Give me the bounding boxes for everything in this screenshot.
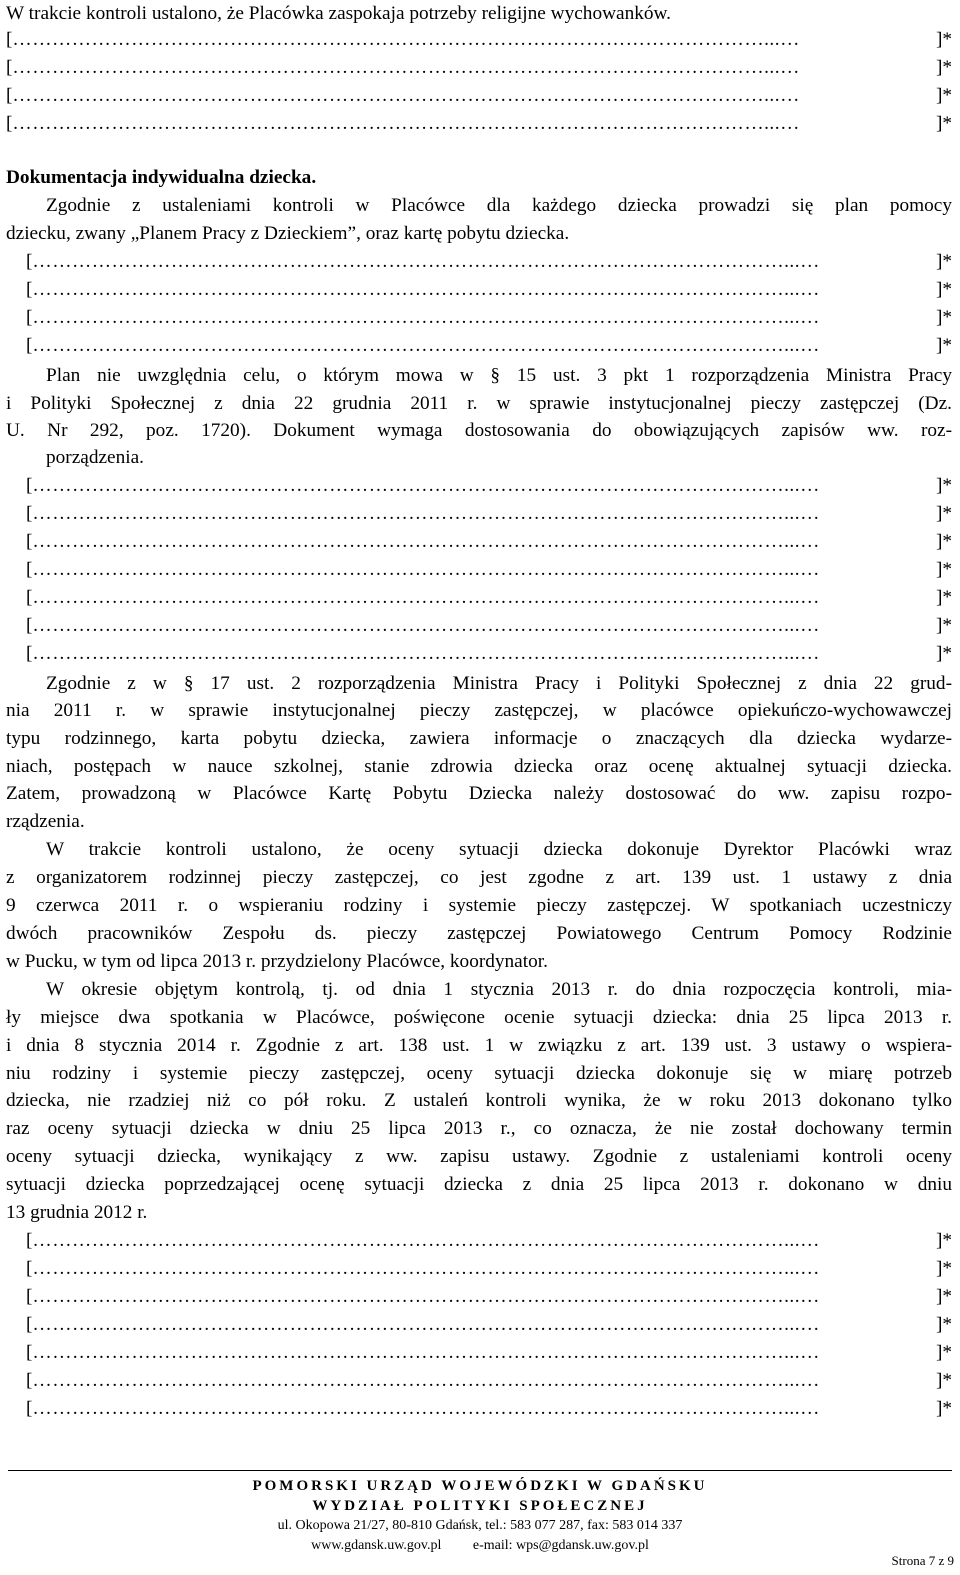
paragraph-card-line: niach, postępach w nauce szkolnej, stanie zdrowia dziecka oraz ocenę aktualnej sytuacji dziecka. bbox=[6, 756, 952, 777]
paragraph-period-line: raz oceny sytuacji dziecka w dniu 25 lipca 2013 r., co oznacza, że nie został dochowany termin bbox=[6, 1118, 952, 1139]
placeholder-right-bracket: ]* bbox=[935, 279, 952, 300]
paragraph-card-line: Zgodnie z w § 17 ust. 2 rozporządzenia Ministra Pracy i Polityki Społecznej z dnia 22 grud- bbox=[46, 673, 952, 694]
placeholder-right-bracket: ]* bbox=[935, 335, 952, 356]
placeholder-right-bracket: ]* bbox=[935, 1314, 952, 1335]
redacted-placeholder bbox=[26, 642, 952, 666]
placeholder-right-bracket: ]* bbox=[935, 643, 952, 664]
paragraph-card-line: nia 2011 r. w sprawie instytucjonalnej pieczy zastępczej, w placówce opiekuńczo-wychowawczej bbox=[6, 700, 952, 721]
paragraph-assessment-line: 9 czerwca 2011 r. o wspieraniu rodziny i systemie pieczy zastępczej. W spotkaniach uczestniczy bbox=[6, 895, 952, 916]
paragraph-period-line: 13 grudnia 2012 r. bbox=[6, 1202, 148, 1223]
footer-email: e-mail: wps@gdansk.uw.gov.pl bbox=[472, 1538, 649, 1553]
page-number: Strona 7 z 9 bbox=[891, 1553, 954, 1568]
placeholder-dots: ……………………………………………………………………………………………………...… bbox=[32, 559, 820, 580]
placeholder-left-bracket: [ bbox=[26, 251, 33, 272]
placeholder-left-bracket: [ bbox=[26, 1286, 33, 1307]
redacted-placeholder bbox=[26, 1341, 952, 1365]
footer-address: ul. Okopowa 21/27, 80-810 Gdańsk, tel.: 583 077 287, fax: 583 014 337 bbox=[277, 1518, 683, 1533]
placeholder-left-bracket: [ bbox=[26, 335, 33, 356]
placeholder-right-bracket: ]* bbox=[935, 307, 952, 328]
placeholder-dots: ……………………………………………………………………………………………………...… bbox=[12, 113, 800, 134]
placeholder-dots: ……………………………………………………………………………………………………...… bbox=[32, 475, 820, 496]
placeholder-left-bracket: [ bbox=[6, 85, 13, 106]
placeholder-left-bracket: [ bbox=[6, 29, 13, 50]
paragraph-period-line: oceny sytuacji dziecka, wynikający z ww. zapisu ustawy. Zgodnie z ustaleniami kontroli oceny bbox=[6, 1146, 952, 1167]
placeholder-dots: ……………………………………………………………………………………………………...… bbox=[32, 503, 820, 524]
redacted-placeholder bbox=[26, 558, 952, 582]
redacted-placeholder bbox=[26, 474, 952, 498]
placeholder-right-bracket: ]* bbox=[935, 251, 952, 272]
placeholder-right-bracket: ]* bbox=[935, 503, 952, 524]
placeholder-right-bracket: ]* bbox=[935, 615, 952, 636]
placeholder-left-bracket: [ bbox=[26, 1258, 33, 1279]
redacted-placeholder bbox=[26, 1257, 952, 1281]
placeholder-right-bracket: ]* bbox=[935, 1258, 952, 1279]
paragraph-period-line: niu rodziny i systemie pieczy zastępczej, oceny sytuacji dziecka dokonuje się w miarę potrzeb bbox=[6, 1063, 952, 1084]
placeholder-dots: ……………………………………………………………………………………………………...… bbox=[32, 1230, 820, 1251]
paragraph-assessment-line: w Pucku, w tym od lipca 2013 r. przydzielony Placówce, koordynator. bbox=[6, 951, 548, 972]
placeholder-right-bracket: ]* bbox=[935, 1370, 952, 1391]
placeholder-left-bracket: [ bbox=[26, 503, 33, 524]
redacted-placeholder bbox=[26, 250, 952, 274]
footer-divider bbox=[8, 1470, 952, 1471]
paragraph-assessment-line: W trakcie kontroli ustalono, że oceny sytuacji dziecka dokonuje Dyrektor Placówki wraz bbox=[46, 839, 952, 860]
paragraph-assessment-line: z organizatorem rodzinnej pieczy zastępczej, co jest zgodne z art. 139 ust. 1 ustawy z dnia bbox=[6, 867, 952, 888]
placeholder-left-bracket: [ bbox=[26, 587, 33, 608]
placeholder-right-bracket: ]* bbox=[935, 475, 952, 496]
paragraph-plan-line: dziecku, zwany „Planem Pracy z Dzieckiem”, oraz kartę pobytu dziecka. bbox=[6, 223, 570, 244]
placeholder-left-bracket: [ bbox=[26, 279, 33, 300]
placeholder-dots: ……………………………………………………………………………………………………...… bbox=[12, 85, 800, 106]
paragraph-religious-needs: W trakcie kontroli ustalono, że Placówka zaspokaja potrzeby religijne wychowanków. bbox=[6, 3, 671, 24]
paragraph-plan-line: Zgodnie z ustaleniami kontroli w Placówce dla każdego dziecka prowadzi się plan pomocy bbox=[46, 195, 952, 216]
footer-organization: POMORSKI URZĄD WOJEWÓDZKI W GDAŃSKU bbox=[252, 1478, 708, 1494]
paragraph-period-line: ły miejsce dwa spotkania w Placówce, poświęcone ocenie sytuacji dziecka: dnia 25 lipca 2013 r. bbox=[6, 1007, 952, 1028]
paragraph-card-line: Zatem, prowadzoną w Placówce Kartę Pobytu Dziecka należy dostosować do ww. zapisu rozpo- bbox=[6, 783, 952, 804]
paragraph-plan-missing-line: i Polityki Społecznej z dnia 22 grudnia 2011 r. w sprawie instytucjonalnej pieczy zastępczej (Dz. bbox=[6, 393, 952, 414]
placeholder-right-bracket: ]* bbox=[935, 1230, 952, 1251]
placeholder-right-bracket: ]* bbox=[935, 559, 952, 580]
redacted-placeholder bbox=[26, 278, 952, 302]
redacted-placeholder bbox=[26, 1229, 952, 1253]
placeholder-right-bracket: ]* bbox=[935, 57, 952, 78]
placeholder-right-bracket: ]* bbox=[935, 1398, 952, 1419]
redacted-placeholder bbox=[26, 586, 952, 610]
redacted-placeholder bbox=[26, 1313, 952, 1337]
placeholder-dots: ……………………………………………………………………………………………………...… bbox=[32, 251, 820, 272]
placeholder-dots: ……………………………………………………………………………………………………...… bbox=[32, 1398, 820, 1419]
redacted-placeholder bbox=[26, 614, 952, 638]
footer-contact bbox=[0, 1536, 960, 1556]
redacted-placeholder bbox=[26, 306, 952, 330]
placeholder-left-bracket: [ bbox=[26, 1230, 33, 1251]
paragraph-period-line: sytuacji dziecka poprzedzającej ocenę sytuacji dziecka z dnia 25 lipca 2013 r. dokonano w dniu bbox=[6, 1174, 952, 1195]
placeholder-right-bracket: ]* bbox=[935, 531, 952, 552]
placeholder-dots: ……………………………………………………………………………………………………...… bbox=[32, 1342, 820, 1363]
placeholder-dots: ……………………………………………………………………………………………………...… bbox=[32, 587, 820, 608]
redacted-placeholder bbox=[26, 334, 952, 358]
redacted-placeholder bbox=[6, 84, 952, 108]
placeholder-dots: ……………………………………………………………………………………………………...… bbox=[32, 335, 820, 356]
paragraph-plan-missing-line: U. Nr 292, poz. 1720). Dokument wymaga dostosowania do obowiązujących zapisów ww. roz- bbox=[6, 420, 952, 441]
placeholder-left-bracket: [ bbox=[26, 1370, 33, 1391]
paragraph-card-line: typu rodzinnego, karta pobytu dziecka, zawiera informacje o znaczących dla dziecka wydarze- bbox=[6, 728, 952, 749]
placeholder-right-bracket: ]* bbox=[935, 587, 952, 608]
placeholder-left-bracket: [ bbox=[6, 113, 13, 134]
placeholder-left-bracket: [ bbox=[26, 643, 33, 664]
placeholder-dots: ……………………………………………………………………………………………………...… bbox=[32, 307, 820, 328]
redacted-placeholder bbox=[6, 28, 952, 52]
placeholder-right-bracket: ]* bbox=[935, 29, 952, 50]
placeholder-dots: ……………………………………………………………………………………………………...… bbox=[32, 643, 820, 664]
paragraph-assessment-line: dwóch pracowników Zespołu ds. pieczy zastępczej Powiatowego Centrum Pomocy Rodzinie bbox=[6, 923, 952, 944]
redacted-placeholder bbox=[26, 530, 952, 554]
placeholder-dots: ……………………………………………………………………………………………………...… bbox=[12, 57, 800, 78]
footer-department: WYDZIAŁ POLITYKI SPOŁECZNEJ bbox=[312, 1498, 648, 1514]
redacted-placeholder bbox=[26, 502, 952, 526]
redacted-placeholder bbox=[6, 56, 952, 80]
placeholder-left-bracket: [ bbox=[6, 57, 13, 78]
placeholder-dots: ……………………………………………………………………………………………………...… bbox=[32, 279, 820, 300]
placeholder-dots: ……………………………………………………………………………………………………...… bbox=[12, 29, 800, 50]
placeholder-left-bracket: [ bbox=[26, 1314, 33, 1335]
placeholder-dots: ……………………………………………………………………………………………………...… bbox=[32, 1370, 820, 1391]
redacted-placeholder bbox=[26, 1369, 952, 1393]
paragraph-period-line: i dnia 8 stycznia 2014 r. Zgodnie z art. 138 ust. 1 w związku z art. 139 ust. 3 ustawy o wspiera- bbox=[6, 1035, 952, 1056]
placeholder-right-bracket: ]* bbox=[935, 1286, 952, 1307]
placeholder-right-bracket: ]* bbox=[935, 85, 952, 106]
placeholder-dots: ……………………………………………………………………………………………………...… bbox=[32, 1314, 820, 1335]
placeholder-dots: ……………………………………………………………………………………………………...… bbox=[32, 1258, 820, 1279]
placeholder-left-bracket: [ bbox=[26, 615, 33, 636]
placeholder-left-bracket: [ bbox=[26, 475, 33, 496]
placeholder-right-bracket: ]* bbox=[935, 113, 952, 134]
placeholder-dots: ……………………………………………………………………………………………………...… bbox=[32, 531, 820, 552]
placeholder-dots: ……………………………………………………………………………………………………...… bbox=[32, 615, 820, 636]
placeholder-left-bracket: [ bbox=[26, 307, 33, 328]
paragraph-period-line: dziecka, nie rzadziej niż co pół roku. Z ustaleń kontroli wynika, że w roku 2013 dokonano tylko bbox=[6, 1090, 952, 1111]
footer-website: www.gdansk.uw.gov.pl bbox=[311, 1538, 442, 1553]
paragraph-plan-missing-line: porządzenia. bbox=[46, 447, 144, 468]
placeholder-left-bracket: [ bbox=[26, 1342, 33, 1363]
paragraph-period-line: W okresie objętym kontrolą, tj. od dnia 1 stycznia 2013 r. do dnia rozpoczęcia kontroli, mia- bbox=[46, 979, 952, 1000]
redacted-placeholder bbox=[6, 112, 952, 136]
paragraph-card-line: rządzenia. bbox=[6, 811, 85, 832]
placeholder-right-bracket: ]* bbox=[935, 1342, 952, 1363]
placeholder-dots: ……………………………………………………………………………………………………...… bbox=[32, 1286, 820, 1307]
placeholder-left-bracket: [ bbox=[26, 531, 33, 552]
redacted-placeholder bbox=[26, 1397, 952, 1421]
placeholder-left-bracket: [ bbox=[26, 559, 33, 580]
redacted-placeholder bbox=[26, 1285, 952, 1309]
paragraph-plan-missing-line: Plan nie uwzględnia celu, o którym mowa w § 15 ust. 3 pkt 1 rozporządzenia Ministra Pracy bbox=[46, 365, 952, 386]
placeholder-left-bracket: [ bbox=[26, 1398, 33, 1419]
section-heading-documentation: Dokumentacja indywidualna dziecka. bbox=[6, 167, 317, 188]
